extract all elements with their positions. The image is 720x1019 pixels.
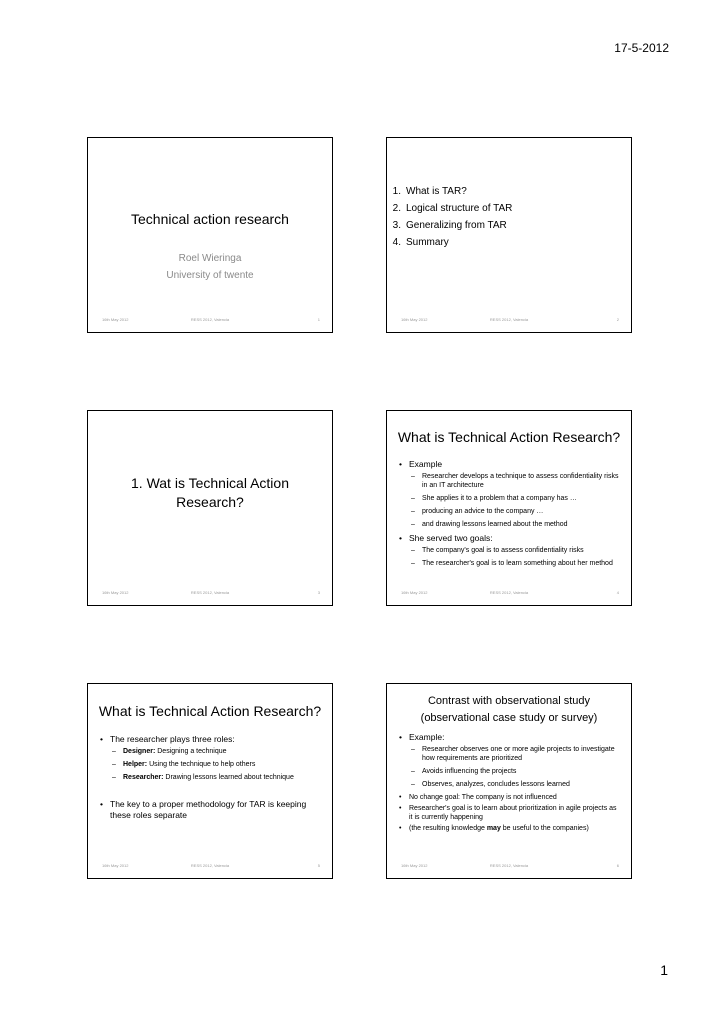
agenda-item-number: 4. (392, 237, 401, 248)
slide-1 (87, 137, 333, 333)
author-block (88, 250, 332, 284)
slide-title-line-1: Contrast with observational study (427, 695, 591, 707)
footer-venue: RESS 2012, Valencia (489, 590, 529, 595)
sub-bullet: – Researcher observes one or more agile projects to investigate how requirements are prioritized (399, 745, 621, 763)
sub-bullet: – producing an advice to the company … (399, 507, 621, 516)
header-date: 17-5-2012 (614, 41, 669, 55)
sub-bullet: – Researcher develops a technique to assess confidentiality risks in an IT architecture (399, 472, 621, 490)
slide-footer (88, 317, 332, 323)
page-number: 1 (660, 962, 668, 978)
agenda-item-number: 2. (392, 203, 401, 214)
footer-slide-number: 5 (317, 863, 320, 868)
bullet: • The key to a proper methodology for TAR is keeping these roles separate (100, 799, 322, 821)
slide-content (399, 732, 621, 835)
role-item (100, 773, 322, 782)
slide-3 (87, 410, 333, 606)
slide-title: What is Technical Action Research? (397, 429, 621, 445)
slide-content (100, 734, 322, 823)
section-title-line-2: Research? (176, 494, 244, 510)
slide-title: What is Technical Action Research? (98, 703, 322, 719)
footer-date: 16th May 2012 (102, 317, 129, 322)
emphasis-text: may (486, 825, 501, 832)
section-title-line-1: 1. Wat is Technical Action (131, 475, 289, 491)
slide-title-line-2: (observational case study or survey) (420, 712, 598, 724)
slide-content (399, 459, 621, 572)
footer-slide-number: 2 (616, 317, 619, 322)
footer-slide-number: 1 (317, 317, 320, 322)
role-description: Drawing lessons learned about technique (165, 774, 294, 781)
role-item (100, 747, 322, 756)
slide-footer (88, 590, 332, 596)
agenda-item-text: What is TAR? (406, 186, 467, 197)
footer-slide-number: 4 (616, 590, 619, 595)
bullet: • Example (399, 459, 621, 470)
footer-venue: RESS 2012, Valencia (190, 590, 230, 595)
agenda-item (387, 234, 512, 251)
agenda-item-number: 3. (392, 220, 401, 231)
slide-footer (387, 863, 631, 869)
bullet: • The researcher plays three roles: (100, 734, 322, 745)
slide-6 (386, 683, 632, 879)
footer-venue: RESS 2012, Valencia (190, 863, 230, 868)
agenda-item-number: 1. (392, 186, 401, 197)
bullet: • She served two goals: (399, 533, 621, 544)
role-name: Designer: (123, 748, 156, 755)
bullet (399, 824, 621, 833)
section-title (88, 474, 332, 512)
agenda-item-text: Summary (406, 237, 449, 248)
footer-date: 16th May 2012 (401, 317, 428, 322)
author-name: Roel Wieringa (178, 253, 242, 264)
role-name: Researcher: (123, 774, 164, 781)
slide-2 (386, 137, 632, 333)
bullet: • Example: (399, 732, 621, 743)
slide-footer (88, 863, 332, 869)
sub-bullet: – Avoids influencing the projects (399, 767, 621, 776)
sub-bullet: – The company's goal is to assess confidentiality risks (399, 546, 621, 555)
slide-5 (87, 683, 333, 879)
sub-bullet: – She applies it to a problem that a company has … (399, 494, 621, 503)
agenda-item-text: Generalizing from TAR (406, 220, 507, 231)
footer-date: 16th May 2012 (102, 863, 129, 868)
agenda-item-text: Logical structure of TAR (406, 203, 513, 214)
footer-venue: RESS 2012, Valencia (190, 317, 230, 322)
agenda-item (387, 200, 512, 217)
agenda-list (387, 183, 512, 251)
slide-4 (386, 410, 632, 606)
agenda-item (387, 183, 512, 200)
sub-bullet: – and drawing lessons learned about the method (399, 520, 621, 529)
slide-title: Technical action research (131, 211, 289, 227)
footer-venue: RESS 2012, Valencia (489, 317, 529, 322)
role-item (100, 760, 322, 769)
footer-date: 16th May 2012 (401, 590, 428, 595)
footer-slide-number: 6 (616, 863, 619, 868)
bullet-text-part: (the resulting knowledge (409, 825, 487, 832)
footer-venue: RESS 2012, Valencia (489, 863, 529, 868)
bullet: • No change goal: The company is not influenced (399, 793, 621, 802)
author-affiliation: University of twente (166, 270, 254, 281)
sub-bullet: – The researcher's goal is to learn something about her method (399, 559, 621, 568)
slide-title (387, 693, 631, 727)
role-name: Helper: (123, 761, 148, 768)
bullet: • Researcher's goal is to learn about prioritization in agile projects as it is currently happening (399, 804, 621, 822)
bullet-text-part: be useful to the companies) (500, 825, 589, 832)
footer-slide-number: 3 (317, 590, 320, 595)
footer-date: 16th May 2012 (401, 863, 428, 868)
slide-footer (387, 590, 631, 596)
footer-date: 16th May 2012 (102, 590, 129, 595)
role-description: Using the technique to help others (149, 761, 256, 768)
slide-footer (387, 317, 631, 323)
sub-bullet: – Observes, analyzes, concludes lessons learned (399, 780, 621, 789)
agenda-item (387, 217, 512, 234)
role-description: Designing a technique (157, 748, 227, 755)
